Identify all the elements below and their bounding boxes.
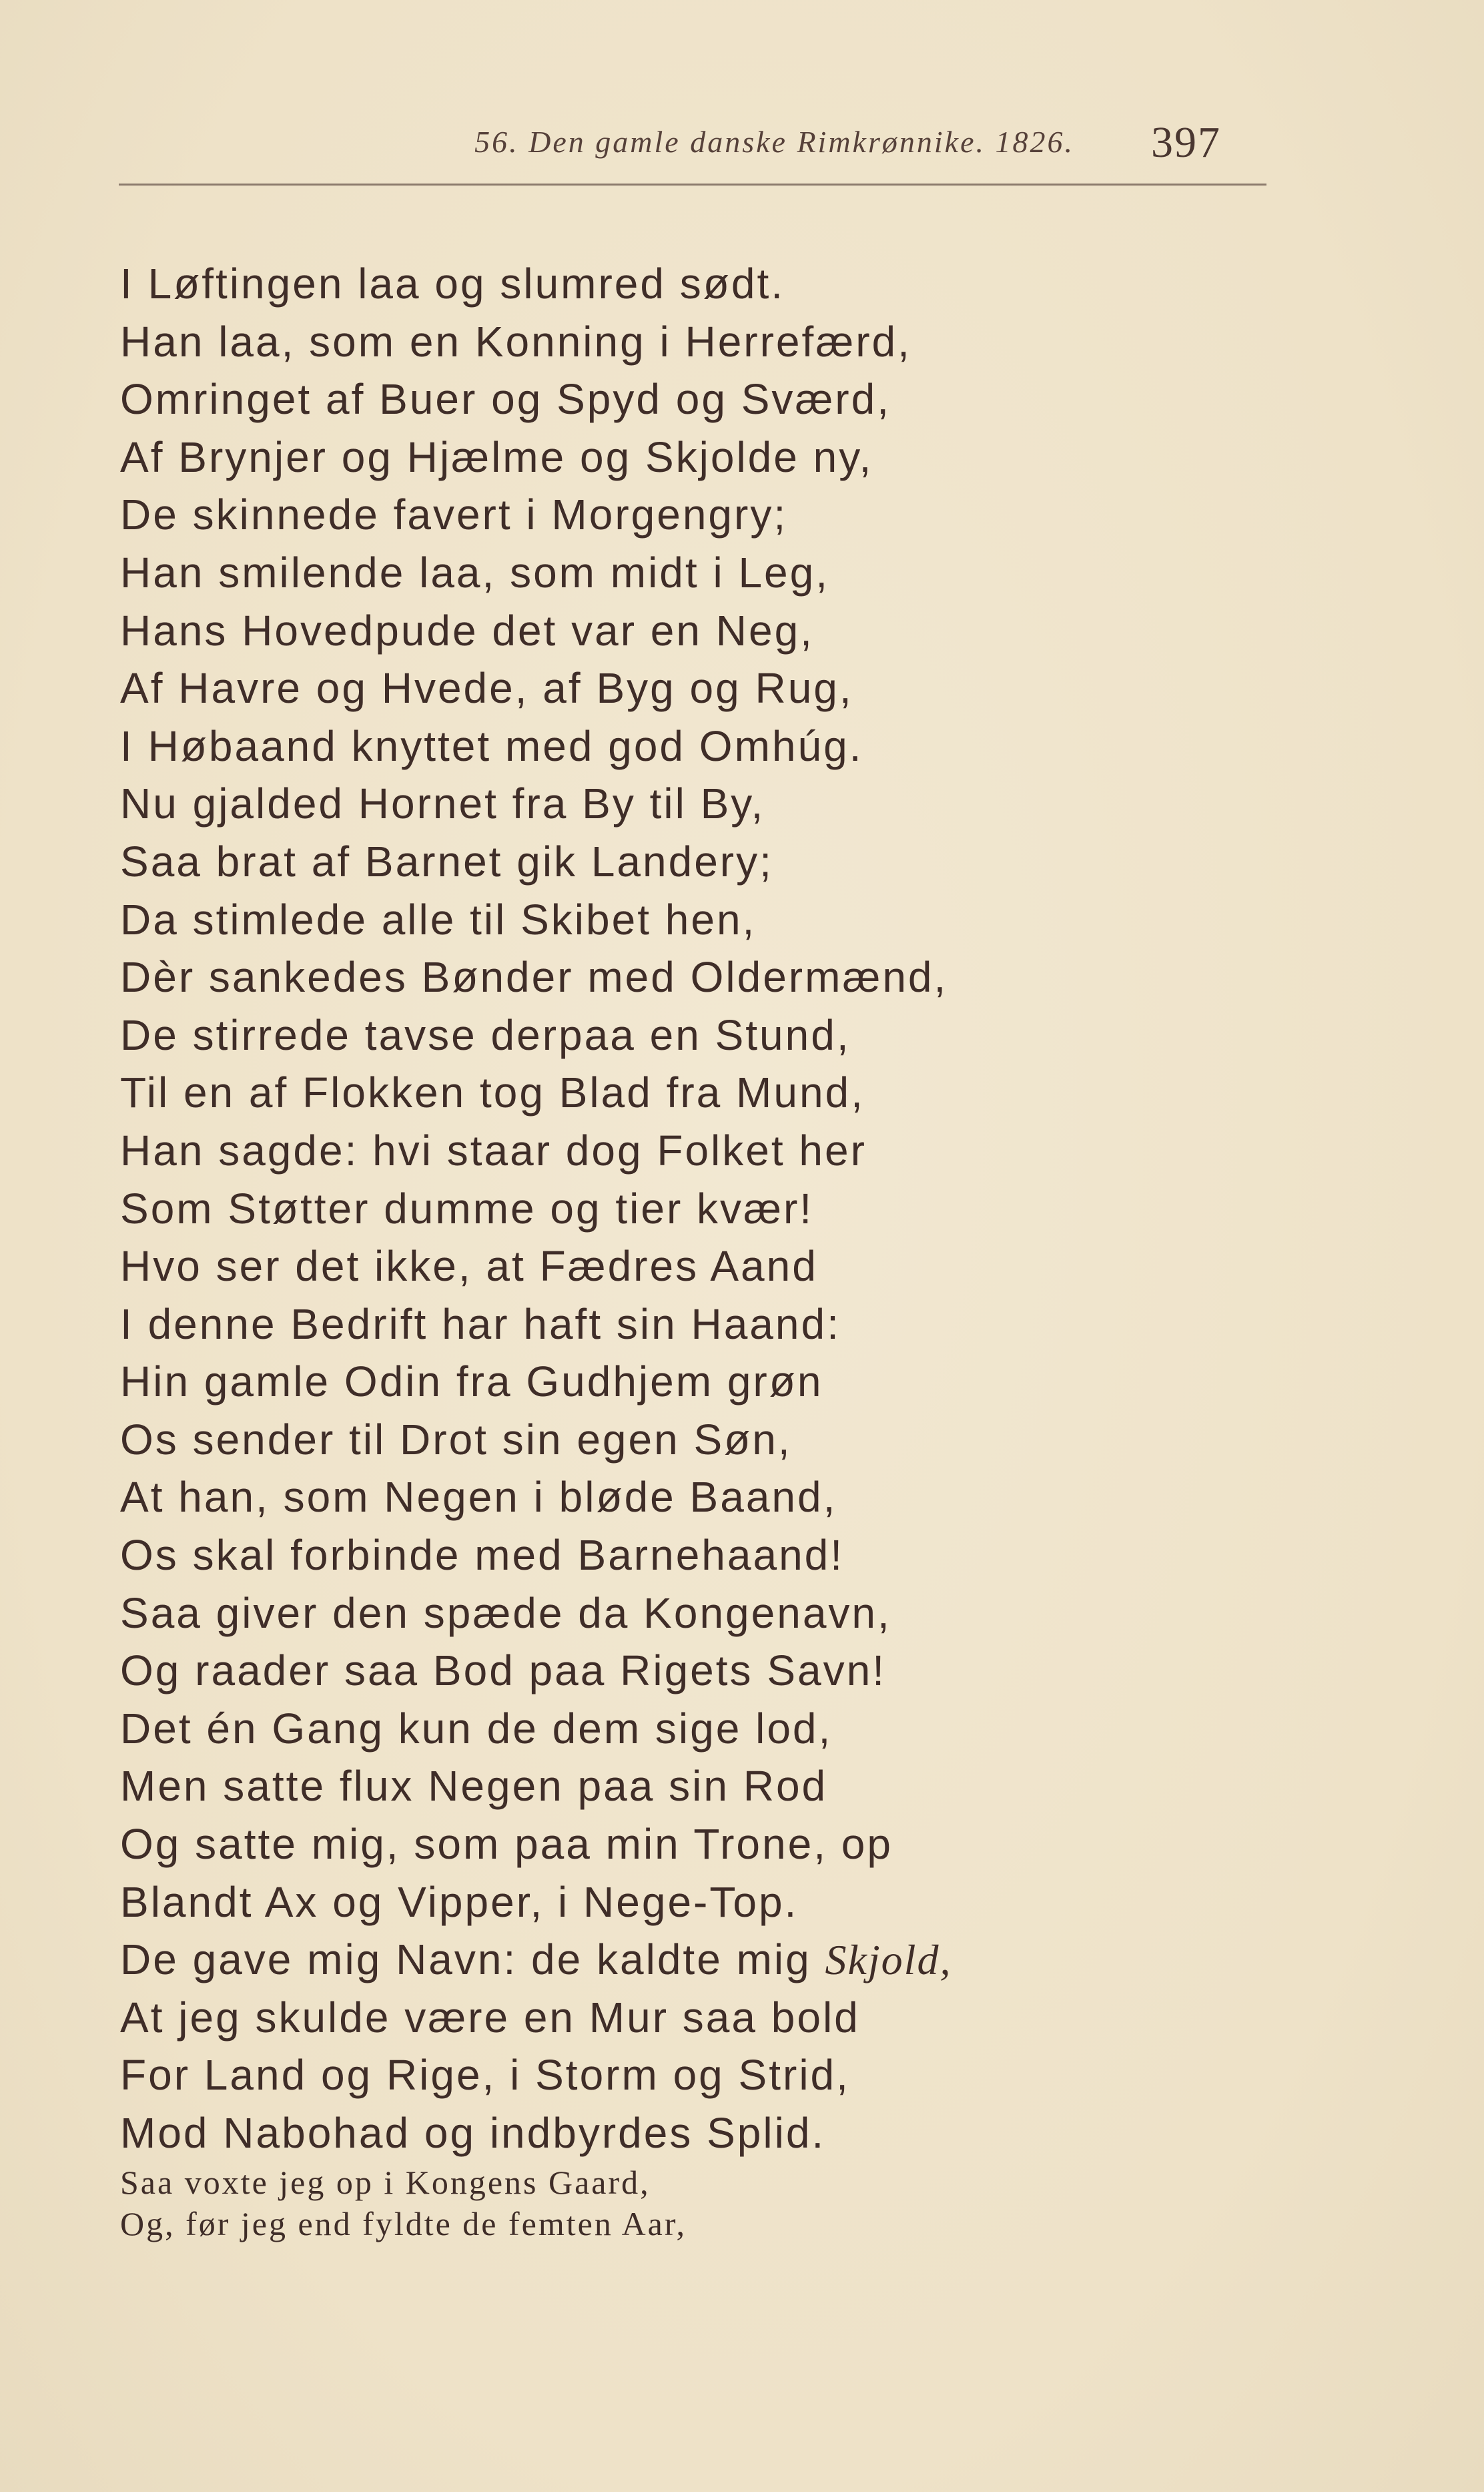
poem-line: At jeg skulde være en Mur saa bold (120, 1993, 860, 2042)
poem-line: Det én Gang kun de dem sige lod, (120, 1704, 833, 1753)
poem-line: Mod Nabohad og indbyrdes Splid. (120, 2109, 826, 2157)
poem-line: Da stimlede alle til Skibet hen, (120, 895, 757, 944)
poem-line: Dèr sankedes Bønder med Oldermænd, (120, 953, 948, 1002)
poem-line: Men satte flux Negen paa sin Rod (120, 1762, 828, 1811)
poem-line: Hin gamle Odin fra Gudhjem grøn (120, 1357, 823, 1406)
poem-line: Hvo ser det ikke, at Fædres Aand (120, 1242, 818, 1291)
poem-line-skjold (120, 1931, 1254, 1989)
poem-line: Af Brynjer og Hjælme og Skjolde ny, (120, 432, 873, 481)
poem-line: Saa giver den spæde da Kongenavn, (120, 1588, 891, 1637)
poem-line: Saa brat af Barnet gik Landery; (120, 837, 773, 886)
poem-line: De skinnede favert i Morgengry; (120, 491, 788, 539)
running-head (0, 112, 1266, 166)
poem-body (120, 255, 1254, 2162)
poem-continuation-small (120, 2162, 687, 2244)
poem-line: I denne Bedrift har haft sin Haand: (120, 1299, 841, 1348)
poem-line: Til en af Flokken tog Blad fra Mund, (120, 1068, 865, 1117)
poem-line: Af Havre og Hvede, af Byg og Rug, (120, 664, 853, 713)
header-rule (119, 184, 1266, 186)
poem-line: Han sagde: hvi staar dog Folket her (120, 1126, 867, 1175)
page-number: 397 (1151, 118, 1221, 167)
poem-line: Han smilende laa, som midt i Leg, (120, 548, 829, 597)
poem-line-start: De gave mig Navn: de kaldte mig (120, 1935, 825, 1984)
italic-name-skjold: Skjold, (825, 1936, 952, 1984)
poem-line: At han, som Negen i bløde Baand, (120, 1473, 837, 1522)
poem-line: Os skal forbinde med Barnehaand! (120, 1531, 845, 1580)
poem-line: Som Støtter dumme og tier kvær! (120, 1184, 814, 1233)
poem-line: I Løftingen laa og slumred sødt. (120, 260, 785, 308)
poem-line: I Høbaand knyttet med god Omhúg. (120, 721, 863, 770)
small-poem-line: Saa voxte jeg op i Kongens Gaard, (120, 2164, 651, 2201)
poem-line: Blandt Ax og Vipper, i Nege-Top. (120, 1877, 799, 1926)
poem-line: Omringet af Buer og Spyd og Sværd, (120, 375, 891, 424)
poem-line: Hans Hovedpude det var en Neg, (120, 606, 814, 655)
poem-line: For Land og Rige, i Storm og Strid, (120, 2051, 850, 2100)
poem-line: Og satte mig, som paa min Trone, op (120, 1820, 893, 1869)
running-title: 56. Den gamle danske Rimkrønnike. 1826. (474, 125, 1074, 159)
poem-line: Og raader saa Bod paa Rigets Savn! (120, 1646, 886, 1695)
poem-line: De stirrede tavse derpaa en Stund, (120, 1010, 851, 1059)
poem-line: Han laa, som en Konning i Herrefærd, (120, 317, 911, 366)
poem-line: Os sender til Drot sin egen Søn, (120, 1415, 792, 1464)
small-poem-line: Og, før jeg end fyldte de femten Aar, (120, 2205, 687, 2242)
poem-line: Nu gjalded Hornet fra By til By, (120, 780, 765, 828)
